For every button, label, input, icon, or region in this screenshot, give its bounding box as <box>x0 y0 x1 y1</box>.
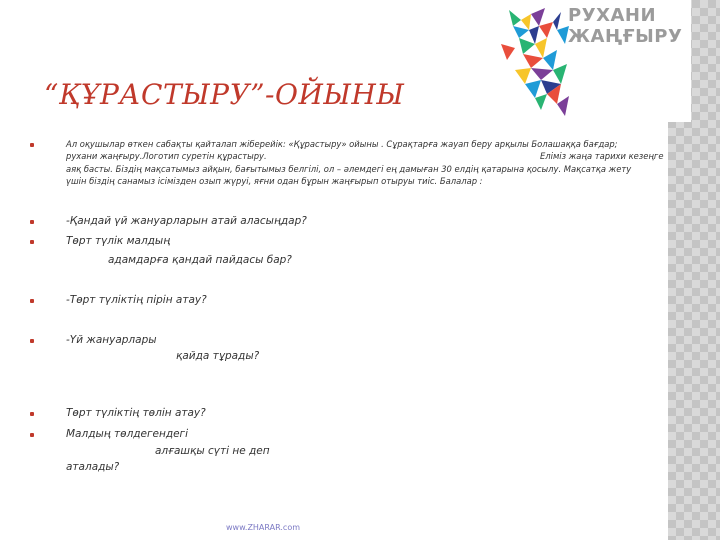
intro-line: үшін біздің санамыз ісімізден озып жүруі, яғни одан бұрын жаңғырып отыруы тиіс. Балалар : <box>66 176 483 186</box>
rukhani-zhangyru-logo <box>495 0 691 122</box>
bird-icon <box>495 0 575 122</box>
bullet-marker <box>30 412 34 416</box>
question-line: Төрт түліктің төлін атау? <box>66 407 206 419</box>
question-line: аталады? <box>66 461 120 473</box>
bullet-marker <box>30 433 34 437</box>
logo-text-line2: ЖАҢҒЫРУ <box>568 26 683 47</box>
question-line: Төрт түлік малдың <box>66 235 171 247</box>
intro-line: аяқ басты. Біздің мақсатымыз айқын, бағытымыз белгілі, ол – әлемдегі ең дамыған 30 елдің қатарына қосылу. Мақсатқа жету <box>66 164 632 174</box>
question-line: -Үй жануарлары <box>66 334 157 346</box>
question-line: -Қандай үй жануарларын атай аласыңдар? <box>66 215 307 227</box>
bullet-marker <box>30 143 34 147</box>
logo-text-line1: РУХАНИ <box>568 5 657 26</box>
question-line: -Төрт түліктің пірін атау? <box>66 294 207 306</box>
bullet-marker <box>30 299 34 303</box>
page-title: “ҚҰРАСТЫРУ”-ОЙЫНЫ <box>44 78 405 111</box>
intro-line: Ал оқушылар өткен сабақты қайталап жіберейік: «Құрастыру» ойыны . Сұрақтарға жауап беру арқылы Болашаққа бағдар; <box>66 139 618 149</box>
intro-line-tail: Еліміз жаңа тарихи кезеңге <box>540 151 664 161</box>
question-line: қайда тұрады? <box>176 350 260 362</box>
question-line: алғашқы сүті не деп <box>155 445 270 457</box>
question-line: Малдың төлдегендегі <box>66 428 188 440</box>
intro-line: рухани жаңғыру.Логотип суретін құрастыру. <box>66 151 267 161</box>
bullet-marker <box>30 240 34 244</box>
bullet-marker <box>30 339 34 343</box>
question-line: адамдарға қандай пайдасы бар? <box>108 254 292 266</box>
bullet-marker <box>30 220 34 224</box>
footer-website-link[interactable]: www.ZHARAR.com <box>226 523 301 532</box>
